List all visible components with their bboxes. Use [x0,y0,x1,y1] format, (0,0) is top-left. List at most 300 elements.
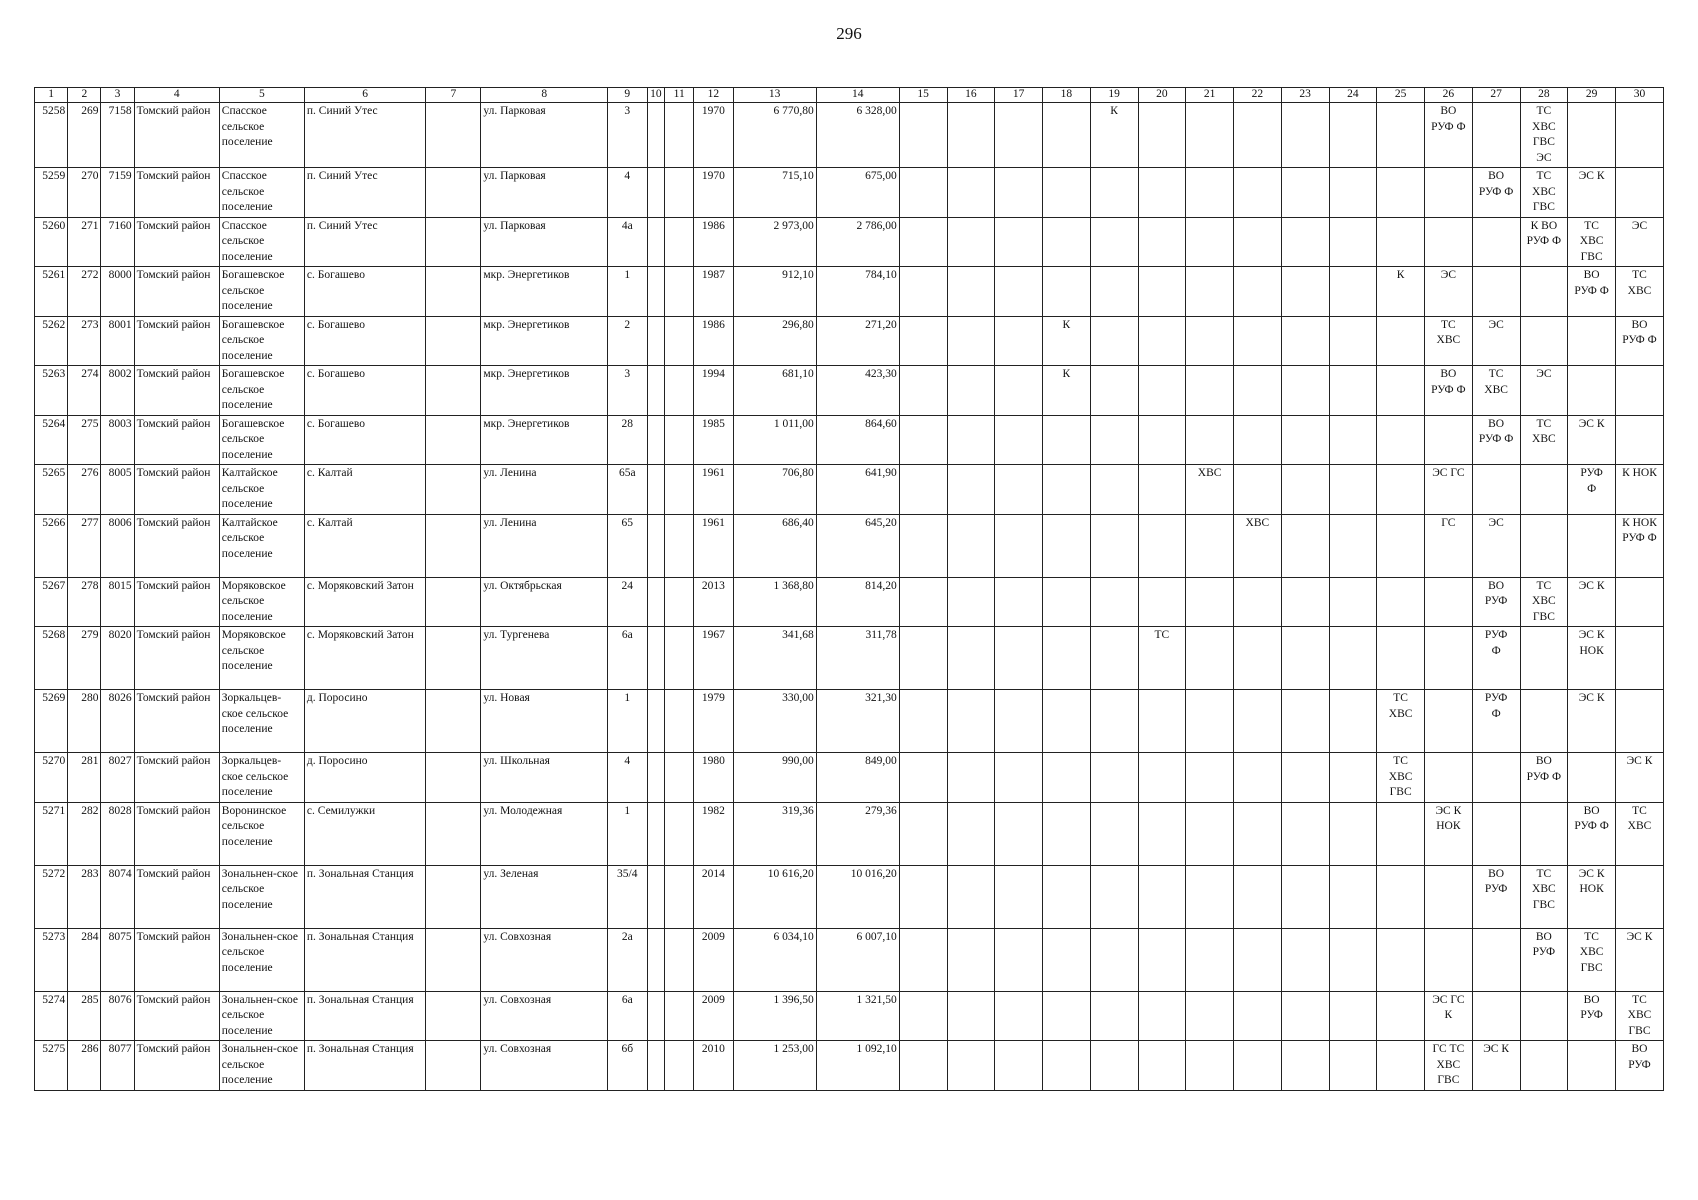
cell-col7 [426,514,481,577]
cell-record-no: 5265 [35,465,68,515]
cell-code-col19 [1090,865,1138,928]
cell-year: 1986 [694,316,733,366]
cell-col10 [647,168,665,218]
cell-code-col29: ТС ХВС ГВС [1568,928,1616,991]
cell-col10 [647,690,665,753]
cell-house-number: 35/4 [608,865,647,928]
table-row [35,577,1664,627]
cell-code-col24 [1329,865,1377,928]
cell-col11 [665,316,694,366]
cell-col7 [426,267,481,317]
cell-code-col28 [1520,627,1568,690]
cell-code-col28: ТС ХВС ГВС [1520,577,1568,627]
column-header-8: 8 [481,88,608,103]
cell-district: Томский район [134,1041,219,1091]
cell-code-col22 [1234,991,1282,1041]
cell-street: ул. Новая [481,690,608,753]
cell-district: Томский район [134,690,219,753]
cell-code-col21 [1186,577,1234,627]
cell-code-col30 [1616,627,1664,690]
cell-code-col21 [1186,753,1234,803]
cell-code-col24 [1329,316,1377,366]
cell-code-col28: ВО РУФ [1520,928,1568,991]
cell-code-col18: К [1043,366,1091,416]
cell-col7 [426,753,481,803]
cell-code-col17 [995,415,1043,465]
cell-total-area: 1 011,00 [733,415,816,465]
cell-col11 [665,627,694,690]
cell-code-col27 [1472,267,1520,317]
cell-house-number: 2а [608,928,647,991]
cell-district: Томский район [134,267,219,317]
cell-street: ул. Школьная [481,753,608,803]
cell-total-area: 990,00 [733,753,816,803]
cell-code-col30: ЭС [1616,217,1664,267]
cell-code-col27: ЭС [1472,514,1520,577]
cell-code-col28: К ВО РУФ Ф [1520,217,1568,267]
cell-district: Томский район [134,802,219,865]
cell-year: 1961 [694,465,733,515]
cell-living-area: 321,30 [816,690,899,753]
cell-code-col19 [1090,514,1138,577]
cell-code-col25 [1377,465,1425,515]
cell-total-area: 6 034,10 [733,928,816,991]
cell-code-col24 [1329,991,1377,1041]
cell-street: ул. Тургенева [481,627,608,690]
cell-locality: п. Зональная Станция [304,928,425,991]
cell-code-col15 [899,1041,947,1091]
table-row [35,928,1664,991]
cell-item-no: 272 [68,267,101,317]
cell-settlement-municipality: Калтайское сельское поселение [219,465,304,515]
cell-code-col23 [1281,168,1329,218]
cell-code-col23 [1281,991,1329,1041]
cell-code-col21 [1186,366,1234,416]
cell-item-no: 275 [68,415,101,465]
cell-locality: с. Семилужки [304,802,425,865]
cell-code-col29: ЭС К НОК [1568,865,1616,928]
cell-item-no: 282 [68,802,101,865]
cell-living-area: 849,00 [816,753,899,803]
cell-year: 1986 [694,217,733,267]
cell-code-col25 [1377,415,1425,465]
table-row [35,802,1664,865]
cell-code-col15 [899,366,947,416]
cell-code-col25 [1377,514,1425,577]
cell-settlement-municipality: Воронинское сельское поселение [219,802,304,865]
cell-code-col18 [1043,415,1091,465]
cell-code-col27: ВО РУФ [1472,577,1520,627]
cell-street: мкр. Энергетиков [481,366,608,416]
cell-code-col22 [1234,103,1282,168]
cell-item-no: 277 [68,514,101,577]
cell-code-col25 [1377,217,1425,267]
column-header-29: 29 [1568,88,1616,103]
cell-street: ул. Парковая [481,217,608,267]
cell-code-col15 [899,316,947,366]
cell-code-col16 [947,627,995,690]
cell-code-col18 [1043,627,1091,690]
cell-code-col25 [1377,366,1425,416]
cell-code-col28 [1520,514,1568,577]
cell-locality: с. Богашево [304,316,425,366]
cell-code-col17 [995,690,1043,753]
cell-code-col26 [1425,415,1473,465]
cell-code-col18 [1043,217,1091,267]
cell-code-col29: ВО РУФ Ф [1568,802,1616,865]
table-row [35,103,1664,168]
cell-col11 [665,267,694,317]
cell-code-col21 [1186,415,1234,465]
cell-code-col16 [947,316,995,366]
cell-locality: с. Калтай [304,465,425,515]
cell-settlement-municipality: Зональнен-ское сельское поселение [219,991,304,1041]
cell-code-col27: ЭС К [1472,1041,1520,1091]
cell-code-col27: ВО РУФ Ф [1472,415,1520,465]
cell-code-col21 [1186,991,1234,1041]
cell-code-col25 [1377,802,1425,865]
cell-living-area: 311,78 [816,627,899,690]
cell-col7 [426,415,481,465]
cell-living-area: 1 321,50 [816,991,899,1041]
cell-code-col21 [1186,168,1234,218]
cell-house-number: 3 [608,103,647,168]
cell-col7 [426,690,481,753]
table-row [35,865,1664,928]
cell-code-col24 [1329,415,1377,465]
cell-code-col28 [1520,802,1568,865]
cell-district: Томский район [134,577,219,627]
cell-col10 [647,267,665,317]
cell-code-col17 [995,1041,1043,1091]
cell-code-col20 [1138,690,1186,753]
cell-record-no: 5266 [35,514,68,577]
cell-code-col21 [1186,316,1234,366]
cell-code-col24 [1329,267,1377,317]
cell-street: ул. Совхозная [481,928,608,991]
column-header-27: 27 [1472,88,1520,103]
cell-code-col26: ЭС ГС К [1425,991,1473,1041]
cell-living-area: 675,00 [816,168,899,218]
cell-total-area: 319,36 [733,802,816,865]
column-header-11: 11 [665,88,694,103]
column-header-9: 9 [608,88,647,103]
cell-id: 7160 [101,217,134,267]
cell-living-area: 784,10 [816,267,899,317]
cell-code-col24 [1329,802,1377,865]
cell-code-col26 [1425,690,1473,753]
cell-code-col16 [947,514,995,577]
cell-code-col30 [1616,690,1664,753]
cell-locality: с. Моряковский Затон [304,577,425,627]
cell-col10 [647,802,665,865]
cell-col10 [647,465,665,515]
cell-code-col23 [1281,514,1329,577]
cell-living-area: 814,20 [816,577,899,627]
cell-record-no: 5261 [35,267,68,317]
cell-district: Томский район [134,753,219,803]
cell-code-col23 [1281,627,1329,690]
cell-code-col19 [1090,366,1138,416]
cell-code-col21 [1186,865,1234,928]
cell-col7 [426,627,481,690]
cell-item-no: 284 [68,928,101,991]
table-row [35,366,1664,416]
cell-code-col21 [1186,802,1234,865]
cell-locality: д. Поросино [304,753,425,803]
column-header-18: 18 [1043,88,1091,103]
column-header-10: 10 [647,88,665,103]
cell-code-col18 [1043,865,1091,928]
cell-locality: п. Синий Утес [304,168,425,218]
cell-year: 1961 [694,514,733,577]
cell-district: Томский район [134,415,219,465]
cell-total-area: 715,10 [733,168,816,218]
cell-code-col22 [1234,316,1282,366]
cell-code-col20 [1138,1041,1186,1091]
cell-record-no: 5275 [35,1041,68,1091]
table-row [35,465,1664,515]
cell-code-col24 [1329,103,1377,168]
column-header-20: 20 [1138,88,1186,103]
cell-code-col23 [1281,217,1329,267]
cell-id: 8075 [101,928,134,991]
cell-code-col29 [1568,366,1616,416]
cell-code-col24 [1329,753,1377,803]
cell-district: Томский район [134,928,219,991]
cell-settlement-municipality: Зональнен-ское сельское поселение [219,928,304,991]
cell-record-no: 5272 [35,865,68,928]
cell-col11 [665,465,694,515]
cell-code-col22 [1234,802,1282,865]
cell-settlement-municipality: Спасское сельское поселение [219,217,304,267]
cell-code-col19 [1090,802,1138,865]
cell-district: Томский район [134,465,219,515]
cell-code-col23 [1281,753,1329,803]
cell-col10 [647,865,665,928]
cell-code-col20 [1138,802,1186,865]
cell-year: 1982 [694,802,733,865]
cell-code-col21 [1186,217,1234,267]
cell-code-col23 [1281,415,1329,465]
cell-living-area: 645,20 [816,514,899,577]
cell-code-col30 [1616,103,1664,168]
cell-code-col21 [1186,928,1234,991]
cell-record-no: 5260 [35,217,68,267]
cell-code-col18 [1043,267,1091,317]
cell-code-col20: ТС [1138,627,1186,690]
cell-locality: с. Богашево [304,267,425,317]
column-header-22: 22 [1234,88,1282,103]
cell-code-col22 [1234,217,1282,267]
cell-district: Томский район [134,991,219,1041]
cell-code-col16 [947,168,995,218]
cell-locality: с. Калтай [304,514,425,577]
column-header-24: 24 [1329,88,1377,103]
cell-code-col16 [947,267,995,317]
cell-code-col21 [1186,627,1234,690]
cell-id: 7158 [101,103,134,168]
cell-district: Томский район [134,316,219,366]
cell-street: ул. Ленина [481,465,608,515]
cell-code-col23 [1281,865,1329,928]
cell-item-no: 286 [68,1041,101,1091]
cell-code-col20 [1138,168,1186,218]
cell-item-no: 279 [68,627,101,690]
page-number: 296 [836,24,862,43]
cell-code-col29: ЭС К [1568,415,1616,465]
cell-id: 7159 [101,168,134,218]
cell-code-col19 [1090,415,1138,465]
cell-code-col20 [1138,753,1186,803]
cell-col10 [647,514,665,577]
table-row [35,1041,1664,1091]
cell-living-area: 279,36 [816,802,899,865]
cell-col11 [665,415,694,465]
cell-code-col18 [1043,802,1091,865]
cell-street: мкр. Энергетиков [481,267,608,317]
table-row [35,690,1664,753]
cell-record-no: 5264 [35,415,68,465]
cell-col7 [426,802,481,865]
cell-code-col27 [1472,802,1520,865]
cell-code-col19 [1090,928,1138,991]
cell-col10 [647,991,665,1041]
cell-code-col22 [1234,465,1282,515]
cell-code-col28 [1520,267,1568,317]
cell-code-col28 [1520,465,1568,515]
cell-code-col27: ВО РУФ Ф [1472,168,1520,218]
cell-year: 1979 [694,690,733,753]
cell-house-number: 24 [608,577,647,627]
cell-id: 8006 [101,514,134,577]
cell-year: 2013 [694,577,733,627]
cell-street: ул. Молодежная [481,802,608,865]
cell-record-no: 5267 [35,577,68,627]
cell-living-area: 864,60 [816,415,899,465]
cell-code-col23 [1281,690,1329,753]
cell-code-col20 [1138,217,1186,267]
cell-id: 8005 [101,465,134,515]
column-header-2: 2 [68,88,101,103]
cell-settlement-municipality: Богашевское сельское поселение [219,415,304,465]
cell-col11 [665,690,694,753]
cell-total-area: 681,10 [733,366,816,416]
cell-code-col26 [1425,217,1473,267]
cell-code-col25 [1377,865,1425,928]
cell-record-no: 5259 [35,168,68,218]
cell-item-no: 281 [68,753,101,803]
cell-item-no: 278 [68,577,101,627]
cell-code-col30: К НОК [1616,465,1664,515]
cell-col7 [426,168,481,218]
cell-code-col28 [1520,991,1568,1041]
column-header-15: 15 [899,88,947,103]
cell-code-col19 [1090,627,1138,690]
cell-code-col29: ЭС К [1568,577,1616,627]
cell-code-col30 [1616,415,1664,465]
cell-code-col19 [1090,217,1138,267]
column-header-13: 13 [733,88,816,103]
cell-locality: с. Богашево [304,415,425,465]
cell-code-col17 [995,865,1043,928]
cell-code-col17 [995,217,1043,267]
cell-settlement-municipality: Богашевское сельское поселение [219,316,304,366]
cell-item-no: 271 [68,217,101,267]
cell-settlement-municipality: Моряковское сельское поселение [219,577,304,627]
cell-code-col25 [1377,928,1425,991]
cell-col10 [647,753,665,803]
cell-code-col18: К [1043,316,1091,366]
cell-code-col24 [1329,690,1377,753]
cell-col7 [426,217,481,267]
cell-code-col24 [1329,928,1377,991]
column-header-14: 14 [816,88,899,103]
cell-code-col15 [899,865,947,928]
cell-col11 [665,802,694,865]
cell-code-col30: К НОК РУФ Ф [1616,514,1664,577]
cell-code-col17 [995,514,1043,577]
cell-locality: п. Синий Утес [304,217,425,267]
cell-col7 [426,1041,481,1091]
cell-locality: д. Поросино [304,690,425,753]
cell-code-col20 [1138,928,1186,991]
cell-code-col20 [1138,103,1186,168]
cell-settlement-municipality: Зональнен-ское сельское поселение [219,1041,304,1091]
cell-code-col24 [1329,465,1377,515]
cell-id: 8076 [101,991,134,1041]
cell-code-col30 [1616,577,1664,627]
cell-code-col16 [947,577,995,627]
cell-id: 8026 [101,690,134,753]
cell-house-number: 6б [608,1041,647,1091]
cell-code-col24 [1329,514,1377,577]
cell-code-col22 [1234,690,1282,753]
cell-code-col30 [1616,168,1664,218]
cell-code-col22 [1234,928,1282,991]
cell-code-col26 [1425,168,1473,218]
column-header-21: 21 [1186,88,1234,103]
cell-col7 [426,577,481,627]
cell-code-col30: ВО РУФ [1616,1041,1664,1091]
cell-col11 [665,991,694,1041]
cell-code-col29 [1568,514,1616,577]
cell-code-col25 [1377,168,1425,218]
cell-code-col20 [1138,415,1186,465]
cell-col10 [647,103,665,168]
cell-col11 [665,928,694,991]
cell-district: Томский район [134,627,219,690]
cell-year: 1967 [694,627,733,690]
cell-code-col19 [1090,168,1138,218]
cell-code-col17 [995,267,1043,317]
cell-street: ул. Совхозная [481,991,608,1041]
housing-register-table [34,87,1664,1091]
cell-code-col29: РУФ Ф [1568,465,1616,515]
cell-code-col22 [1234,1041,1282,1091]
cell-code-col29 [1568,753,1616,803]
cell-code-col26 [1425,865,1473,928]
cell-locality: п. Синий Утес [304,103,425,168]
cell-code-col16 [947,753,995,803]
cell-id: 8015 [101,577,134,627]
cell-code-col28: ТС ХВС [1520,415,1568,465]
cell-code-col16 [947,802,995,865]
cell-code-col26: ГС [1425,514,1473,577]
cell-record-no: 5273 [35,928,68,991]
cell-record-no: 5258 [35,103,68,168]
cell-year: 2014 [694,865,733,928]
